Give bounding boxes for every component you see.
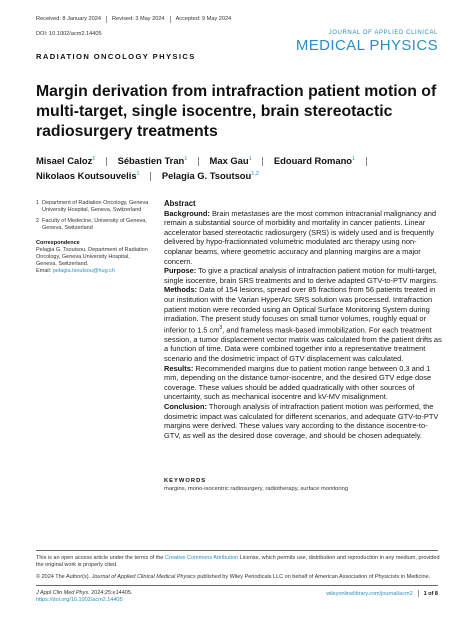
author-separator: [150, 172, 151, 181]
purpose-text: To give a practical analysis of intrafraction patient motion for multi-target, single isocentre, brain SRS treatments and to derive adapted GTV-to-PTV margins.: [164, 266, 439, 285]
citation-volume: 2024;25:e14405.: [89, 590, 133, 596]
copyright-text-continued: published by Wiley Periodicals LLC on behalf of American Association of Physicists in Medicine.: [195, 574, 431, 580]
keywords-heading: KEYWORDS: [164, 478, 207, 484]
author-affiliation-mark: 1: [352, 156, 356, 162]
author-name[interactable]: Max Gau: [209, 155, 249, 166]
copyright-text: © 2024 The Author(s).: [36, 574, 92, 580]
open-access-notice: [36, 555, 440, 569]
conclusion-text: Thorough analysis of intrafraction patient motion was performed, the dosimetric impact was calculated for different scenarios, and adequate GTV-to-PTV margins were derived. These values vary according to the distance isocentre-to-GTV, as well as the desired dose coverage, and should be chosen adequately.: [164, 401, 439, 440]
email-label: Email:: [36, 268, 52, 274]
author-name[interactable]: Sébastien Tran: [117, 155, 185, 166]
received-date: Received: 8 January 2024: [36, 16, 101, 22]
conclusion-label: Conclusion:: [164, 401, 207, 411]
open-access-text: This is an open access article under the terms of the: [36, 555, 166, 561]
journal-logo-top: JOURNAL OF APPLIED CLINICAL: [328, 30, 438, 36]
author-affiliation-mark: 1: [184, 156, 188, 162]
affiliation-text: Department of Radiation Oncology, Geneva University Hospital, Geneva, Switzerland: [42, 200, 149, 213]
footer-separator: [418, 590, 419, 597]
journal-site-link[interactable]: wileyonlinelibrary.com/journal/acm2: [326, 590, 413, 597]
date-separator: [106, 16, 107, 23]
results-label: Results:: [164, 363, 194, 373]
abstract-methods: [164, 285, 444, 363]
methods-text: Data of 154 lesions, spread over 85 fractions from 56 patients treated in our institution with the Varian HyperArc SRS solution was processed. Intrafraction patient motion were recorded using an Optical Surface Monitoring System during irradiation. The present study focuses on small tumor volumes, roughly equal or inferior to 1.5 cm: [164, 285, 436, 335]
article-doi: DOI: 10.1002/acm2.14405: [36, 31, 102, 37]
correspondence-heading: Correspondence: [36, 240, 80, 246]
author-affiliation-mark: 1: [136, 171, 140, 177]
author-separator: [366, 157, 367, 166]
doi-link[interactable]: https://doi.org/10.1002/acm2.14405: [36, 597, 123, 603]
author-separator: [262, 157, 263, 166]
author-name[interactable]: Pelagia G. Tsoutsou: [161, 170, 252, 181]
methods-label: Methods:: [164, 285, 198, 295]
abstract-heading: Abstract: [164, 199, 196, 208]
affiliation-number: 2: [36, 218, 40, 224]
affiliation: [36, 218, 152, 232]
accepted-date: Accepted: 9 May 2024: [175, 16, 232, 22]
license-link[interactable]: Creative Commons Attribution: [165, 555, 239, 561]
affiliation: [36, 200, 152, 214]
copyright-notice: [36, 574, 440, 580]
keywords: [164, 478, 444, 492]
background-text: Brain metastases are the most common intracranial malignancy and remain a substantial source of morbidity and mortality in cancer patients. Linear accelerator based stereotactic radiosurgery (SRS) is widely used and is frequently delivered by hypo-fractionnated volumetric modulated arc therapy using non-coplanar beams, where geometric accuracy and planning margins are a major concern.: [164, 208, 437, 266]
abstract-results: [164, 364, 444, 402]
section-label: RADIATION ONCOLOGY PHYSICS: [36, 52, 196, 61]
journal-logo-main: MEDICAL PHYSICS: [295, 37, 438, 54]
article-dates: [36, 16, 231, 23]
citation-journal: J Appl Clin Med Phys.: [36, 590, 90, 596]
correspondence-email: [36, 268, 152, 275]
correspondence-text: Pelagia G. Tsoutsou, Department of Radiation Oncology, Geneva University Hospital, Geneva, Switzerland.: [36, 247, 148, 267]
abstract: [164, 199, 444, 440]
background-label: Background:: [164, 208, 210, 218]
methods-text-continued: , and frameless mask-based immobilization. For each treatment session, a tumor displacement vector matrix was calculated from the patient drifts as a function of time. Data were combined together into a representative treatment scenario and the dosimetric impact of GTV displacement was calculated.: [164, 325, 442, 363]
footer-divider: [36, 550, 438, 551]
author-affiliation-mark: 1: [248, 156, 252, 162]
methods-superscript: 3: [219, 324, 223, 331]
date-separator: [170, 16, 171, 23]
citation: [36, 590, 132, 597]
affiliation-number: 1: [36, 200, 40, 206]
abstract-background: [164, 209, 444, 267]
footer-divider: [36, 585, 438, 586]
abstract-conclusion: [164, 402, 444, 440]
revised-date: Revised: 3 May 2024: [112, 16, 165, 22]
affiliations-column: [36, 200, 152, 275]
author-list: [36, 153, 446, 183]
keywords-text: margins, mono-isocentric radiosurgery, radiotherapy, surface monitoring: [164, 486, 349, 492]
affiliation-text: Faculty of Medecine, University of Geneva, Geneva, Switzerland: [42, 218, 147, 231]
article-title: Margin derivation from intrafraction patient motion of multi-target, single isocentre, brain stereotactic radiosurgery treatments: [36, 83, 437, 140]
page-count: 1 of 8: [423, 590, 438, 597]
email-link[interactable]: pelagia.tsoutsou@hug.ch: [52, 268, 115, 274]
results-text: Recommended margins due to patient motion range between 0.3 and 1 mm, depending on the distance tumor-isocentre, and the desired GTV edge dose coverage. These values should be added quadratically with other sources of uncertainty, such as mechanical isocentre and kV-MV misalignment.: [164, 363, 432, 402]
author-separator: [198, 157, 199, 166]
open-access-text-continued: License, which permits use, distribution and reproduction in any medium, provided the original work is properly cited.: [36, 555, 440, 569]
author-separator: [106, 157, 107, 166]
author-name[interactable]: Edouard Romano: [273, 155, 353, 166]
author-name[interactable]: Nikolaos Koutsouvelis: [36, 170, 137, 181]
copyright-journal: Journal of Applied Clinical Medical Physics: [91, 574, 196, 580]
purpose-label: Purpose:: [164, 266, 197, 276]
author-affiliation-mark: 1,2: [251, 171, 259, 177]
abstract-purpose: [164, 266, 444, 285]
author-affiliation-mark: 1: [92, 156, 96, 162]
citation-footer: [36, 590, 132, 604]
author-name[interactable]: Misael Caloz: [36, 155, 93, 166]
site-footer: [326, 590, 438, 597]
